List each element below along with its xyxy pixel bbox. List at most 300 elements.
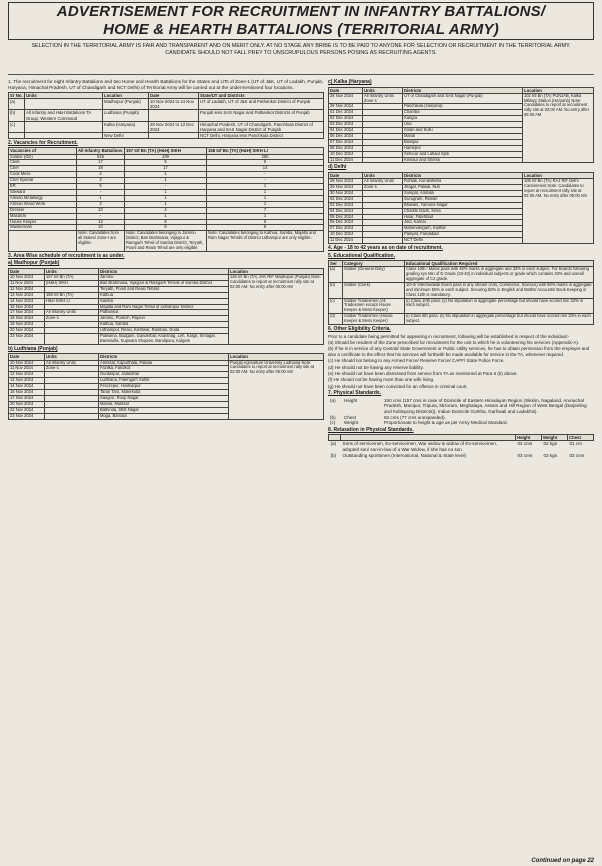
phys-row [328, 398, 594, 415]
kalka-location-cell: 102 Inf Bn (TA) PUNJAB, Kalka Military Station (Haryana) Note: Candidates to report at recruitment rally site at 02:00 AM. No entry after 05:00 AM [523, 93, 594, 163]
phys-cell: (c) [330, 420, 336, 426]
relax-header-cell: Height [516, 435, 542, 441]
vacancies-cell: Clerk [9, 160, 77, 166]
locations-cell [9, 132, 25, 138]
phys-cell: (b) [330, 414, 336, 420]
delhi-cell: 05 Dec 2024 [329, 214, 363, 220]
phys-body [328, 398, 594, 426]
delhi-body [329, 179, 594, 244]
ludhiana-cell: Gurdaspur, Jalandhar [99, 372, 229, 378]
vacancies-cell: - [77, 189, 125, 195]
vacancies-cell: Cook Mess [9, 172, 77, 178]
edu-cell: 10+2/ Intermediate Exam pass in any stream (Arts, Commerce, Science) with 60% marks in aggregate and minimum 50% in each subject. Securing 50% in English and Maths/ Accounts/ Book Keeping in Class 12th is mandatory. [406, 282, 592, 297]
madhopur-cell: 12 Nov 2024 [9, 286, 45, 292]
delhi-header-cell: Date [329, 172, 363, 178]
kalka-cell: 04 Dec 2024 [329, 128, 363, 134]
madhopur-cell: All Infantry Units [45, 310, 99, 316]
vacancies-header-cell: 158 Inf Bn (TA) (H&H) SIKH LI [207, 148, 324, 154]
vacancies-cell: 3 [77, 178, 125, 184]
delhi-table [328, 172, 594, 244]
ludhiana-cell: Ferozepur, Hoshiarpur [99, 384, 229, 390]
delhi-cell: 28 Nov 2024 [329, 179, 363, 185]
locations-cell: All Infantry and H&H Battalions TA Group, Western Command [25, 110, 103, 121]
relax-table [328, 434, 594, 458]
vacancies-cell: 1 [207, 189, 324, 195]
vacancies-cell: 17 [77, 160, 125, 166]
vacancies-cell: Dresser [9, 207, 77, 213]
other-item: (g) He should not have been convicted for an offence in criminal court. [328, 383, 468, 389]
edu-cell: (i) Class 8th pass. (ii) No stipulation in aggregate percentage but should have scored min 33% in each subject. [405, 314, 594, 325]
edu-header-cell: Ser [329, 261, 343, 267]
edu-header-cell: Category [343, 261, 405, 267]
madhopur-header-cell: Units [45, 268, 99, 274]
edu-table [328, 260, 594, 325]
relax-cell: 03 cms [517, 452, 533, 458]
phys-table [328, 398, 594, 426]
ludhiana-header-cell: Date [9, 354, 45, 360]
vacancies-cell: 1 [125, 195, 207, 201]
vacancies-cell: - [125, 184, 207, 190]
madhopur-cell: 13 Nov 2024 [9, 292, 45, 298]
vacancies-cell: 1 [207, 201, 324, 207]
ludhiana-header-cell: Districts [99, 354, 229, 360]
relax-header-cell: Chest [568, 435, 594, 441]
locations-cell: NCT Delhi, Haryana less Panchkula District [199, 132, 324, 138]
madhopur-table [8, 268, 324, 345]
edu-cell: Soldier Tradesmen (All Tradesmen except House Keeper & Mess Keeper) [343, 298, 405, 314]
madhopur-cell: Jammu, Poonch, Rajouri [99, 316, 229, 322]
locations-row [9, 121, 324, 132]
madhopur-cell: 19 Nov 2024 [9, 322, 45, 328]
edu-cell: Soldier (Clerk) [343, 282, 405, 298]
vacancies-cell: Chef Special [9, 178, 77, 184]
locations-body [9, 99, 324, 139]
ludhiana-cell: Sangrur, Roop Nagar [99, 395, 229, 401]
locations-cell: 28 Nov 2024 to 12 Dec 2024 [149, 121, 199, 132]
vacancies-cell: 10 [77, 225, 125, 231]
vacancies-cell: 260 [207, 154, 324, 160]
vacancies-cell: 1 [77, 195, 125, 201]
relax-cell: 02 kgs [543, 441, 558, 447]
relax-cell: 02 cms [517, 441, 533, 447]
relax-header-cell: Weight [542, 435, 568, 441]
advertisement-header [8, 2, 594, 40]
ludhiana-title: b) Ludhiana (Punjab) [8, 345, 58, 352]
phys-cell: Chest [344, 414, 357, 420]
vacancies-header-cell: 157 Inf Bn (TA) (H&H) SIKH [125, 148, 207, 154]
vacancies-header-cell: Vacancies of [9, 148, 77, 154]
edu-header-cell: Educational Qualification Required [405, 261, 594, 267]
kalka-row [329, 93, 594, 104]
kalka-cell: Una [403, 122, 523, 128]
vacancies-cell: Chef [9, 166, 77, 172]
delhi-cell: Gurugram, Rewari [403, 196, 523, 202]
delhi-title: d) Delhi [328, 164, 347, 171]
edu-title: 5. Educational Qualification. [328, 252, 395, 259]
other-item: (e) He should not have been dismissed from service from TA as mentioned at Para 6 (b) above. [328, 371, 518, 377]
other-item: (c) He should not belong to any Armed Force/ Reserve Force/ CAPF/ State Police Force. [328, 358, 505, 364]
madhopur-body [9, 275, 324, 345]
vacancies-cell: 239 [125, 154, 207, 160]
kalka-header-cell: Units [363, 87, 403, 93]
locations-cell: UT of Ladakh, UT of J&K and Pathankot District of Punjab [199, 99, 324, 110]
edu-cell: (c) [329, 298, 343, 314]
delhi-cell: Rohtak, Kurukshetra [403, 179, 523, 185]
vacancies-cell: 14 [207, 166, 324, 172]
locations-table [8, 92, 324, 139]
kalka-cell: 01 Dec 2024 [329, 110, 363, 116]
ludhiana-cell: Taran Tarn, Malerkotla [99, 390, 229, 396]
edu-row [329, 314, 594, 325]
vacancies-cell: 1 [207, 213, 324, 219]
locations-header-cell: Sr No. [10, 93, 23, 99]
vacancies-cell: 5 [77, 184, 125, 190]
kalka-cell: 29 Nov 2024 [329, 104, 363, 110]
other-title: 6. Other Eligibility Criteria. [328, 326, 391, 333]
locations-cell: Ludhiana (Punjab) [103, 110, 149, 121]
area-schedule-title: 3. Area Wise schedule of recruitment is as under. [8, 252, 125, 259]
madhopur-cell: Samba [99, 298, 229, 304]
kalka-cell: Solan and Kullu [403, 128, 523, 134]
vacancies-table [8, 147, 324, 252]
vacancies-cell: Steward [9, 189, 77, 195]
relax-cell: (b) [330, 452, 337, 458]
ludhiana-cell: 13 Nov 2024 [9, 378, 45, 384]
madhopur-cell: 14 Nov 2024 [9, 298, 45, 304]
kalka-cell: Chamba [403, 110, 523, 116]
vacancies-cell: 1 [125, 172, 207, 178]
kalka-cell: UT of Chandigarh and SAS Nagar (Punjab) [403, 93, 523, 104]
ludhiana-cell: Bathinda, SBS Nagar [99, 407, 229, 413]
delhi-cell: Jhajjar, Palwal, Nuh [403, 184, 523, 190]
delhi-header-cell: Units [363, 172, 403, 178]
vacancies-cell: Artisan Wood Work [9, 201, 77, 207]
madhopur-cell: 157 Inf Bn (TA) [45, 275, 99, 281]
vacancies-cell: 5 [125, 160, 207, 166]
kalka-cell: 10 Dec 2024 [329, 151, 363, 157]
locations-cell [25, 99, 103, 110]
ludhiana-cell: 12 Nov 2024 [9, 372, 45, 378]
ludhiana-body [9, 360, 324, 419]
locations-cell: New Delhi [103, 132, 149, 138]
edu-cell: (a) [329, 267, 343, 283]
ludhiana-cell: All Infantry Units [45, 360, 99, 366]
madhopur-cell: 11 Nov 2024 [9, 280, 45, 286]
vacancies-cell: 7 [207, 207, 324, 213]
kalka-cell: 03 Dec 2024 [329, 122, 363, 128]
vacancies-cell: 6 [207, 225, 324, 231]
other-item: (b) If he is in service of any Central/ State Government or Public Utility services, he has to obtain permission from the employer and also a certificate to the effect that his services will forthwith be made available for service in the TA, whenever required. [328, 346, 590, 357]
delhi-cell: 29 Nov 2024 [329, 184, 363, 190]
phys-cell: Proportionate to height & age as per Army Medical Standard. [384, 420, 508, 426]
phys-cell: 82 cms (77 cms unexpanded). [384, 414, 446, 420]
delhi-cell: Jind, Karnal [403, 220, 523, 226]
kalka-cell: 07 Dec 2024 [329, 139, 363, 145]
locations-header-cell: Date [149, 93, 199, 99]
vacancies-cell: 1 [207, 195, 324, 201]
delhi-cell: NCT Delhi [403, 238, 523, 244]
vacancies-cell: - [207, 172, 324, 178]
relax-cell: Outstanding sportsmen (International, National & State level) [342, 452, 467, 458]
vacancies-cell: 6 [207, 219, 324, 225]
right-column [328, 78, 594, 862]
madhopur-header-cell: Date [9, 268, 45, 274]
edu-row [329, 298, 594, 314]
relax-cell: 01 cm [569, 441, 583, 447]
phys-cell: (a) [330, 397, 336, 403]
madhopur-cell: Majalta and Ram Nagar Tehsil of Udhampur District [99, 304, 229, 310]
madhopur-header-cell: Location [229, 268, 324, 274]
ludhiana-table [8, 353, 324, 419]
relax-cell: Sons of servicemen, Ex-servicemen, War widow & widow of Ex-servicemen, adopted son/ son-in-law of a War Widow, if she has no son [342, 441, 498, 452]
locations-cell: Kalka (Haryana) [103, 121, 149, 132]
locations-header-cell: State/UT and Districts [199, 93, 324, 99]
ludhiana-cell: Moga, Barnala [99, 413, 229, 419]
kalka-cell: Mandi [403, 133, 523, 139]
vacancies-cell: 4 [125, 207, 207, 213]
locations-cell [149, 110, 199, 121]
vacancies-cell: Washerman [9, 225, 77, 231]
locations-row [9, 110, 324, 121]
other-lead: Prior to a candidate being permitted for appearing in recruitment, following will be established in respect of the individual:- [328, 333, 570, 339]
kalka-title: c) Kalka (Haryana) [328, 79, 372, 85]
edu-cell: (b) [329, 282, 343, 298]
kalka-cell: Kinnaur and Shimla [403, 157, 523, 163]
edu-cell: (i) Class 10th pass. (ii) No stipulation in aggregate percentage but should have scored min 33% in each subject. [405, 298, 594, 314]
delhi-cell: All Infantry Units [363, 179, 403, 185]
kalka-cell [363, 157, 403, 163]
ludhiana-cell: 10 Nov 2024 [9, 360, 45, 366]
madhopur-cell [45, 334, 99, 345]
phys-cell: Height [344, 397, 358, 403]
other-item: (f) He should not be having more than one wife living. [328, 377, 435, 383]
madhopur-cell: Udhampur, Reasi, Kishtwar, Ramban, Doda [99, 328, 229, 334]
vacancies-cell: 1 [125, 189, 207, 195]
locations-cell: (b) [9, 110, 25, 121]
madhopur-cell: Jammu [99, 275, 229, 281]
delhi-cell: 03 Dec 2024 [329, 202, 363, 208]
vacancies-cell: 1 [125, 178, 207, 184]
phys-row [328, 420, 594, 426]
kalka-cell: All Infantry Units Zone-1 [363, 93, 403, 104]
vacancies-cell: 10 [77, 207, 125, 213]
madhopur-location-cell: 126 Inf Bn (TA) JAK RIF Madhopur (Punjab) Note: Candidates to report at recruitment rally site at 02:00 AM. No entry after 05:00 AM [229, 275, 324, 345]
kalka-cell: Kangra [403, 116, 523, 122]
relax-title: 8. Relaxation in Physical Standards. [328, 426, 414, 433]
ludhiana-cell: Fazilka, Faridkot [99, 366, 229, 372]
vacancies-cell: 8 [125, 219, 207, 225]
left-column [8, 78, 324, 862]
vacancies-cell: House Keeper [9, 219, 77, 225]
locations-cell: (a) [9, 99, 25, 110]
locations-cell: Himachal Pradesh, UT of Chandigarh, Panchkula District of Haryana and SAS Nagar District of Punjab [199, 121, 324, 132]
edu-cell: Soldier Tradesmen (House Keeper & Mess Keeper) [343, 314, 405, 325]
ludhiana-header-cell: Units [45, 354, 99, 360]
kalka-cell: 02 Dec 2024 [329, 116, 363, 122]
vacancies-header-cell: All Infantry Battalions [77, 148, 125, 154]
vacancies-cell: 18 [77, 166, 125, 172]
ludhiana-cell: Ludhiana, Fatehgarh Sahib [99, 378, 229, 384]
kalka-cell: 06 Dec 2024 [329, 133, 363, 139]
madhopur-cell: Zone-1 [45, 316, 99, 322]
delhi-location-cell: 105 Inf Bn (TA) RAJ RIF Delhi Cantonment Note: Candidates to report at recruitment rally site at 02:00 AM. No entry after 05:00 AM [523, 179, 594, 244]
header-line-2: HOME & HEARTH BATTALIONS (TERRITORIAL ARMY) [103, 21, 499, 38]
delhi-cell: Hisar, Fatehbad [403, 214, 523, 220]
madhopur-cell: 17 Nov 2024 [9, 310, 45, 316]
delhi-cell: 07 Dec 2024 [329, 226, 363, 232]
vacancies-cell: 6 [125, 225, 207, 231]
locations-header-cell: Location [103, 93, 149, 99]
kalka-table [328, 87, 594, 164]
kalka-cell: Sirmour and Lahaul Spiti [403, 151, 523, 157]
locations-cell: Punjab less SAS Nagar and Pathankot Districts of Punjab [199, 110, 324, 121]
kalka-cell: Bilaspur [403, 139, 523, 145]
delhi-cell: 30 Nov 2024 [329, 190, 363, 196]
phys-cell: Weight [344, 420, 359, 426]
delhi-cell: Zone-1 [363, 184, 403, 190]
locations-row [9, 99, 324, 110]
edu-row [329, 282, 594, 298]
relax-body [329, 441, 594, 458]
ludhiana-cell: 14 Nov 2024 [9, 384, 45, 390]
ludhiana-cell: 11 Nov 2024 [9, 366, 45, 372]
madhopur-header-cell: Districts [99, 268, 229, 274]
locations-header-cell: Units [25, 93, 103, 99]
vacancies-cell: 1 [125, 213, 207, 219]
vacancies-body [9, 154, 324, 251]
edu-cell: (d) [329, 314, 343, 325]
kalka-header-cell: Location [523, 87, 594, 93]
vacancies-cell: Masalchi [9, 213, 77, 219]
delhi-cell: 06 Dec 2024 [329, 220, 363, 226]
other-item: (d) He should not be having any reserve liability. [328, 364, 424, 370]
ludhiana-cell: 17 Nov 2024 [9, 395, 45, 401]
other-list [328, 334, 594, 390]
ludhiana-location-cell: Punjab Agriculture University Ludhiana Note: Candidates to report at recruitment rally site at 02:00 AM. No entry after 05:00 AM [229, 360, 324, 419]
madhopur-cell: 10 Nov 2024 [9, 275, 45, 281]
vacancies-cell: - [207, 178, 324, 184]
delhi-cell [363, 238, 403, 244]
vacancies-cell: 17 [125, 166, 207, 172]
locations-cell [25, 121, 103, 132]
locations-row [9, 132, 324, 138]
kalka-cell: Panchkula (Haryana) [403, 104, 523, 110]
phys-cell: 160 cms (157 cms in case of Domicile of Eastern Himalayan Region (Sikkim, Nagaland, Arunachal Pradesh, Manipur, Tripura, Mizoram, Meghalaya, Assam and Hill Region of West Bengal (Darjeeling and Kalimpong Districts)), Indian Domicile Gorkha, Garhwali and Ladakhis). [384, 397, 587, 414]
ludhiana-cell: 20 Nov 2024 [9, 401, 45, 407]
madhopur-cell: Bari Brahmana, Vijaypur & Ramgarh Tehsils of Samba District [99, 280, 229, 286]
vacancies-cell: 1 [125, 201, 207, 207]
ludhiana-cell: 23 Nov 2024 [9, 413, 45, 419]
madhopur-cell: 18 Nov 2024 [9, 316, 45, 322]
vacancies-cell: Soldier (GD) [9, 154, 77, 160]
vacancies-cell: 1 [207, 184, 324, 190]
locations-cell: Madhopur (Punjab) [103, 99, 149, 110]
locations-cell: 10 Nov 2024 to 24 Nov 2024 [149, 99, 199, 110]
ludhiana-cell [45, 413, 99, 419]
delhi-cell: 02 Dec 2024 [329, 196, 363, 202]
vacancies-cell: 6 [207, 160, 324, 166]
madhopur-cell: Kathua [99, 292, 229, 298]
ludhiana-cell: 22 Nov 2024 [9, 407, 45, 413]
madhopur-cell: 23 Nov 2024 [9, 334, 45, 345]
kalka-body [329, 93, 594, 163]
ludhiana-cell: Mansa, Muktsar [99, 401, 229, 407]
madhopur-cell: Pathankot [99, 310, 229, 316]
madhopur-cell: Pulwama, Budgam, Ganderbal, Anantnag, Leh, Kargil, Srinagar, Baramulla, Kupwara Shopian, Bandipora, Kulgam [99, 334, 229, 345]
other-item: (a) Should be resident of the Zone prescribed for recruitment for the unit to which he is volunteering his services (Appendix-A). [328, 340, 580, 345]
vacancies-notes-spacer [9, 231, 77, 252]
relax-cell: (a) [330, 441, 337, 447]
locations-cell [25, 132, 103, 138]
delhi-cell: Sonipat, Ambala [403, 190, 523, 196]
locations-cell: (c) [9, 121, 25, 132]
vacancies-note-cell: Note: Candidates belonging to Jammu District, Bari Brahmana, Vijaypur & Ramgarh Tehsil of Samba District, Teryath, Poonl and Reasi Tehsil are only eligible. [125, 231, 207, 252]
kalka-cell: Hamirpur [403, 145, 523, 151]
madhopur-cell: (H&H) SIKH [45, 280, 99, 286]
madhopur-cell: 15 Nov 2024 [9, 304, 45, 310]
vacancies-cell: 13 [77, 219, 125, 225]
phys-title: 7. Physical Standards. [328, 390, 382, 397]
kalka-header-cell: Date [329, 87, 363, 93]
ludhiana-header-cell: Location [229, 354, 324, 360]
edu-body [329, 267, 594, 325]
vacancies-cell: Artisan Metallurgy [9, 195, 77, 201]
fairness-notice: SELECTION IN THE TERRITORIAL ARMY IS FAIR AND TRANSPARENT AND ON MERIT ONLY. AT NO STAGE ANY BRIBE IS TO BE PAID TO ANYONE FOR SELECTION OR RECRUITMENT IN THE TERRITORIAL ARMY. CANDIDATE SHOULD NOT FALL PREY TO UNSCRUPULOUS PERSONS POSING AS RECRUITING AGENTS. [8, 41, 594, 75]
delhi-cell: Panipat, Faridabad [403, 232, 523, 238]
ludhiana-cell: Amritsar, Kapurthala, Patiala [99, 360, 229, 366]
delhi-cell: Mahendergarh, Kaithal [403, 226, 523, 232]
delhi-cell: 04 Dec 2024 [329, 208, 363, 214]
continued-note: Continued on page 22 [531, 858, 594, 864]
relax-row [329, 441, 594, 453]
kalka-header-cell: Districts [403, 87, 523, 93]
intro-paragraph: 1. The recruitment for eight Infantry Battalions and two Home and Hearth Battalions for the States and UTs of Zone-1 (UT of J&K, UT of Ladakh, Punjab, Haryana, Himachal Pradesh, UT of Chandigarh and NCT Delhi) of Territorial Army will be carried out at the undermentioned four locations. [8, 79, 324, 90]
vacancies-cell: ER [9, 184, 77, 190]
relax-cell: 03 kgs [543, 452, 558, 458]
header-line-1: ADVERTISEMENT FOR RECRUITMENT IN INFANTRY BATTALIONS/ [56, 3, 546, 20]
delhi-cell: 10 Dec 2024 [329, 232, 363, 238]
kalka-cell: 28 Nov 2024 [329, 93, 363, 104]
vacancies-cell: - [77, 213, 125, 219]
vacancies-notes-row [9, 231, 324, 252]
madhopur-cell: Teryath, Poonl and Reasi Tehsils [99, 286, 229, 292]
edu-cell: Soldier (General Duty) [343, 267, 405, 283]
ludhiana-cell: 15 Nov 2024 [9, 390, 45, 396]
delhi-cell: Charkhi Dadri, Sirsa [403, 208, 523, 214]
madhopur-title: a) Madhopur (Punjab) [8, 260, 60, 267]
locations-cell [149, 132, 199, 138]
kalka-cell: 11 Dec 2024 [329, 157, 363, 163]
madhopur-cell: H&H SIKH LI [45, 298, 99, 304]
madhopur-cell: Kathua, Samba [99, 322, 229, 328]
relax-cell: 03 cms [569, 452, 585, 458]
relax-row [329, 453, 594, 459]
edu-row [329, 267, 594, 283]
ludhiana-cell: Zone-1 [45, 366, 99, 372]
madhopur-cell: 20 Nov 2024 [9, 328, 45, 334]
vacancies-note-cell: Note: Candidates belonging to Kathua, Samba, Majalta and Ram Nagar Tehsils of District Udhampur are only eligible. [207, 231, 324, 252]
delhi-header-cell: Districts [403, 172, 523, 178]
madhopur-cell: 158 Inf Bn (TA) [45, 292, 99, 298]
vacancies-title: 2. Vacancies for Recruitment. [8, 139, 78, 146]
age-line: 4. Age - 18 to 42 years as on date of recruitment. [328, 245, 443, 252]
delhi-header-cell: Location [523, 172, 594, 178]
delhi-cell: 11 Dec 2024 [329, 238, 363, 244]
kalka-cell: 08 Dec 2024 [329, 145, 363, 151]
delhi-cell: Bhiwani, Yamuna Nagar [403, 202, 523, 208]
vacancies-cell: 3 [77, 201, 125, 207]
edu-cell: Class 10th / Matric pass with 45% marks in aggregate and 33% in each subject. For Boards following grading sys Min of D Grade (33-40) in individual subjects or grade which contains 33% and overall aggregate of C2 grade. [405, 267, 594, 283]
